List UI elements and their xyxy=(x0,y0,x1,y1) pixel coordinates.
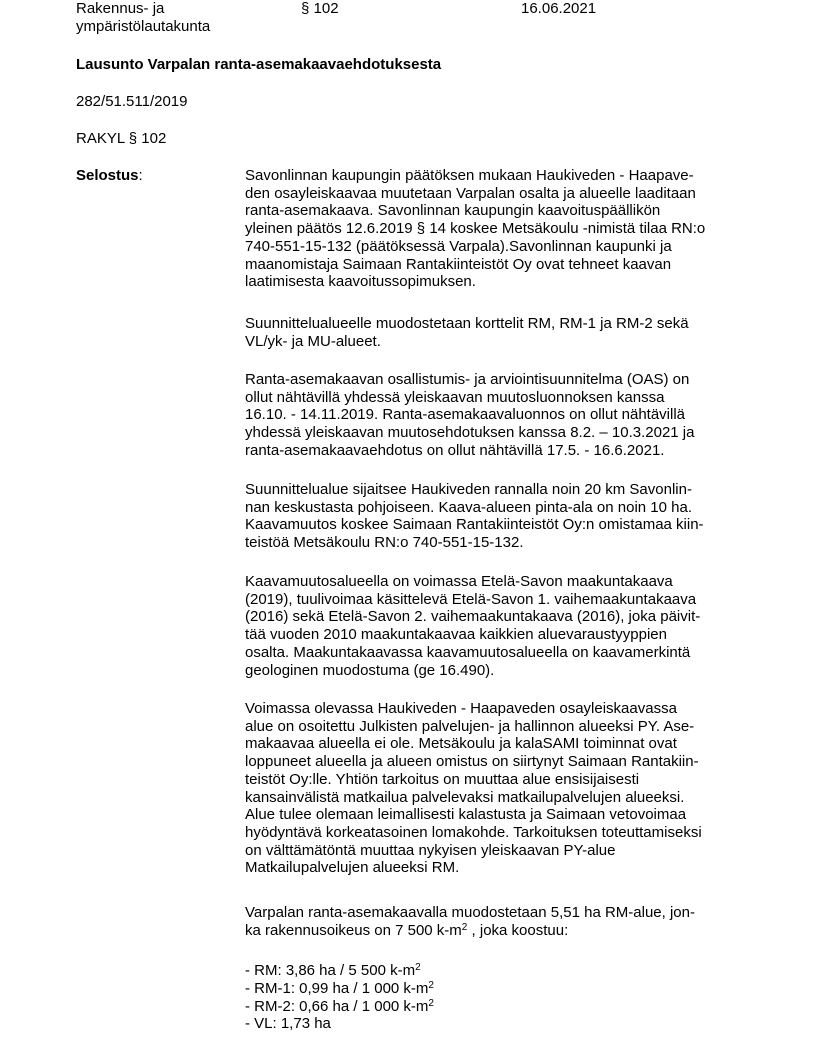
paragraph-line: teistöt Oy:lle. Yhtiön tarkoitus on muuttaa alue ensisijaisesti xyxy=(245,770,640,788)
paragraph-3 xyxy=(245,371,745,460)
list-item-text: - RM: 3,86 ha / 5 500 k-m xyxy=(245,962,416,979)
area-list xyxy=(245,962,434,1033)
paragraph-line: hyödyntävä korkeatasoinen lomakohde. Tarkoituksen toteuttamiseksi xyxy=(245,823,702,841)
paragraph-line: (2019), tuulivoimaa käsittelevä Etelä-Savon 1. vaihemaakuntakaava xyxy=(245,590,697,608)
paragraph-line: den osayleiskaavaa muutetaan Varpalan osalta ja alueelle laaditaan xyxy=(245,184,696,202)
paragraph-line: Matkailupalvelujen alueeksi RM. xyxy=(245,859,460,877)
paragraph-line: Kaavamuutos koskee Saimaan Rantakiinteistöt Oy:n omistamaa kiin- xyxy=(245,516,704,534)
paragraph-line: (2016) sekä Etelä-Savon 2. vaihemaakuntakaava (2016), joka päivit- xyxy=(245,608,701,626)
paragraph-line: 16.10. - 14.11.2019. Ranta-asemakaavaluonnos on ollut nähtävillä xyxy=(245,406,686,424)
paragraph-4 xyxy=(245,481,745,552)
header-section: § 102 xyxy=(301,0,339,17)
paragraph-line: ollut nähtävillä yhdessä yleiskaavan muutosluonnoksen kanssa xyxy=(245,388,665,406)
paragraph-line: nan keskustasta pohjoiseen. Kaava-alueen pinta-ala on noin 10 ha. xyxy=(245,498,692,516)
paragraph-line: kansainvälistä matkailua palvelevaksi matkailupalvelujen alueeksi. xyxy=(245,788,685,806)
paragraph-line: tää vuoden 2010 maakuntakaavaa kaikkien aluevaraustyyppien xyxy=(245,626,667,644)
paragraph-line: VL/yk- ja MU-alueet. xyxy=(245,332,381,350)
list-item xyxy=(245,962,434,980)
paragraph-summary xyxy=(245,904,745,939)
superscript: 2 xyxy=(428,979,434,991)
list-item xyxy=(245,1015,434,1033)
document-title: Lausunto Varpalan ranta-asemakaavaehdotuksesta xyxy=(76,56,442,73)
paragraph-line: Ranta-asemakaavan osallistumis- ja arviointisuunnitelma (OAS) on xyxy=(245,371,690,388)
superscript: 2 xyxy=(415,962,421,973)
section-label xyxy=(76,167,143,185)
paragraph-line: Suunnittelualueelle muodostetaan korttelit RM, RM-1 ja RM-2 sekä xyxy=(245,315,689,332)
paragraph-line: geologinen muodostuma (ge 16.490). xyxy=(245,661,495,679)
list-item-text: - RM-2: 0,66 ha / 1 000 k-m xyxy=(245,997,429,1015)
paragraph-2 xyxy=(245,315,745,350)
paragraph-5 xyxy=(245,573,745,679)
paragraph-line: teistöä Metsäkoulu RN:o 740-551-15-132. xyxy=(245,534,524,552)
paragraph-line: maanomistaja Saimaan Rantakiinteistöt Oy ovat tehneet kaavan xyxy=(245,255,672,273)
paragraph-line: Alue tulee olemaan leimallisesti kalastusta ja Saimaan vetovoimaa xyxy=(245,806,687,824)
department-name xyxy=(76,0,210,35)
section-reference: RAKYL § 102 xyxy=(76,130,167,147)
paragraph-1 xyxy=(245,167,745,291)
paragraph-line: loppuneet alueella ja alueen omistus on siirtynyt Saimaan Rantakiin- xyxy=(245,753,699,771)
section-label-suffix: : xyxy=(138,167,143,184)
list-item xyxy=(245,980,434,998)
paragraph-line: yhdessä yleiskaavan muutosehdotuksen kanssa 8.2. – 10.3.2021 ja xyxy=(245,424,695,442)
summary-line-2 xyxy=(245,922,745,940)
superscript: 2 xyxy=(428,997,434,1009)
list-item-text: - VL: 1,73 ha xyxy=(245,1015,331,1033)
paragraph-line: alue on osoitettu Julkisten palvelujen- ja hallinnon alueeksi PY. Ase- xyxy=(245,717,695,735)
paragraph-line: Suunnittelualue sijaitsee Haukiveden rannalla noin 20 km Savonlin- xyxy=(245,481,692,498)
paragraph-line: laatimisesta kaavoitussopimuksen. xyxy=(245,273,476,291)
department-line-2: ympäristölautakunta xyxy=(76,17,211,35)
list-item xyxy=(245,998,434,1016)
paragraph-line: on välttämätöntä muuttaa nykyisen yleiskaavan PY-alue xyxy=(245,841,616,859)
section-label-text: Selostus xyxy=(76,167,139,184)
paragraph-line: 740-551-15-132 (päätöksessä Varpala).Savonlinnan kaupunki ja xyxy=(245,237,672,255)
paragraph-6 xyxy=(245,700,745,877)
summary-text: , joka koostuu: xyxy=(467,921,569,939)
header-date: 16.06.2021 xyxy=(521,0,597,17)
paragraph-line: Savonlinnan kaupungin päätöksen mukaan Haukiveden - Haapave- xyxy=(245,167,694,184)
paragraph-line: Voimassa olevassa Haukiveden - Haapaveden osayleiskaavassa xyxy=(245,700,677,717)
paragraph-line: osalta. Maakuntakaavassa kaavamuutosalueella on kaavamerkintä xyxy=(245,643,691,661)
list-item-text: - RM-1: 0,99 ha / 1 000 k-m xyxy=(245,979,429,997)
reference-number: 282/51.511/2019 xyxy=(76,93,188,110)
department-line-1: Rakennus- ja xyxy=(76,0,165,17)
paragraph-line: makaavaa alueella ei ole. Metsäkoulu ja kalaSAMI toiminnat ovat xyxy=(245,735,677,753)
summary-text: ka rakennusoikeus on 7 500 k-m xyxy=(245,921,462,939)
paragraph-line: ranta-asemakaava. Savonlinnan kaupungin kaavoituspäällikön xyxy=(245,202,661,220)
paragraph-line: yleinen päätös 12.6.2019 § 14 koskee Metsäkoulu -nimistä tilaa RN:o xyxy=(245,220,706,238)
superscript: 2 xyxy=(461,921,468,933)
paragraph-line: ranta-asemakaavaehdotus on ollut nähtävillä 17.5. - 16.6.2021. xyxy=(245,441,665,459)
summary-line-1: Varpalan ranta-asemakaavalla muodostetaan 5,51 ha RM-alue, jon- xyxy=(245,904,695,921)
paragraph-line: Kaavamuutosalueella on voimassa Etelä-Savon maakuntakaava xyxy=(245,573,673,590)
